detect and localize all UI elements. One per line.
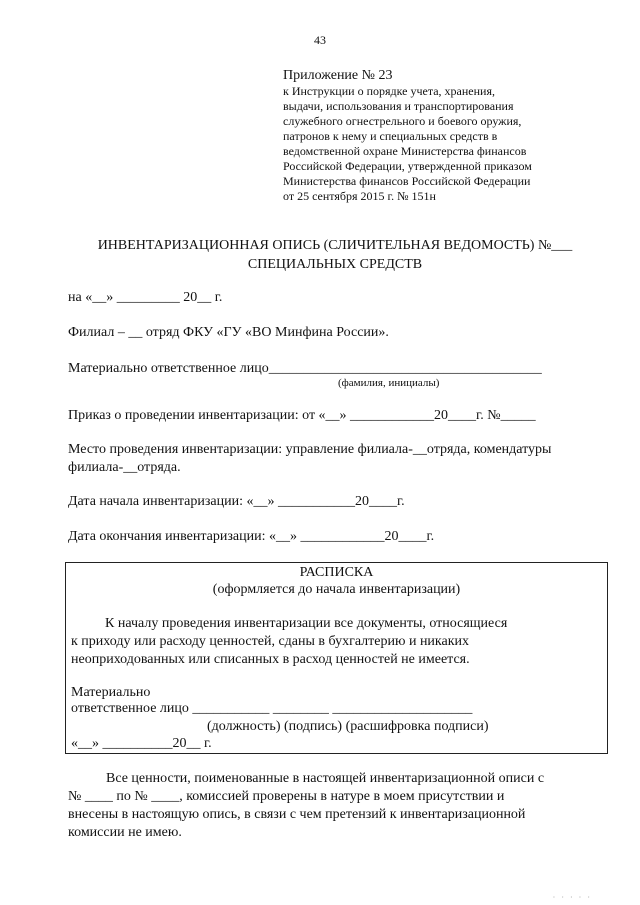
appendix-line: от 25 сентября 2015 г. № 151н [283,189,436,203]
appendix-title: Приложение № 23 [283,68,393,83]
scan-artifact: · · · · · [552,893,592,902]
order-field[interactable]: Приказ о проведении инвентаризации: от «__» ____________20____г. №_____ [68,408,536,423]
date-field[interactable]: на «__» _________ 20__ г. [68,290,223,305]
receipt-text-line3: неоприходованных или списанных в расход ценностей не имеется. [71,652,470,667]
document-title [40,236,630,274]
responsible-person-field[interactable]: Материально ответственное лицо_______________________________________ [68,361,542,376]
receipt-text-line2: к приходу или расходу ценностей, сданы в бухгалтерию и никаких [71,634,470,649]
branch-field[interactable]: Филиал – __ отряд ФКУ «ГУ «ВО Минфина России». [68,325,389,340]
appendix-line: ведомственной охране Министерства финансов [283,144,527,158]
receipt-sign-label1: Материально [71,685,151,700]
receipt-sign-hints: (должность) (подпись) (расшифровка подписи) [207,719,489,734]
statement-line1: Все ценности, поименованные в настоящей инвентаризационной описи с [106,771,545,786]
page-number: 43 [314,33,326,47]
receipt-title: РАСПИСКА [299,565,374,580]
responsible-person-hint: (фамилия, инициалы) [338,377,440,389]
appendix-line: к Инструкции о порядке учета, хранения, [283,84,495,98]
appendix-line: Министерства финансов Российской Федерации [283,174,531,188]
appendix-line: патронов к нему и специальных средств в [283,129,498,143]
appendix-header [283,67,583,204]
place-field-line1[interactable]: Место проведения инвентаризации: управление филиала-__отряда, комендатуры [68,442,552,457]
receipt-sign-line[interactable]: ответственное лицо ___________ ________ ____________________ [71,701,473,716]
document-title-line1: ИНВЕНТАРИЗАЦИОННАЯ ОПИСЬ (СЛИЧИТЕЛЬНАЯ ВЕДОМОСТЬ) №___ [97,238,573,253]
place-field-line2[interactable]: филиала-__отряда. [68,460,181,475]
appendix-line: Российской Федерации, утвержденной приказом [283,159,532,173]
statement-line3: внесены в настоящую опись, в связи с чем претензий к инвентаризационной [68,807,526,822]
start-date-field[interactable]: Дата начала инвентаризации: «__» ___________20____г. [68,494,405,509]
receipt-text-line1: К началу проведения инвентаризации все документы, относящиеся [105,616,508,631]
statement-line4: комиссии не имею. [68,825,182,840]
receipt-subtitle: (оформляется до начала инвентаризации) [212,582,461,597]
appendix-line: выдачи, использования и транспортирования [283,99,514,113]
receipt-box [65,562,608,754]
end-date-field[interactable]: Дата окончания инвентаризации: «__» ____________20____г. [68,529,435,544]
statement-line2[interactable]: № ____ по № ____, комиссией проверены в натуре в моем присутствии и [68,789,505,804]
document-title-line2: СПЕЦИАЛЬНЫХ СРЕДСТВ [247,257,423,272]
appendix-line: служебного огнестрельного и боевого оружия, [283,114,522,128]
receipt-sign-date[interactable]: «__» __________20__ г. [71,736,212,751]
